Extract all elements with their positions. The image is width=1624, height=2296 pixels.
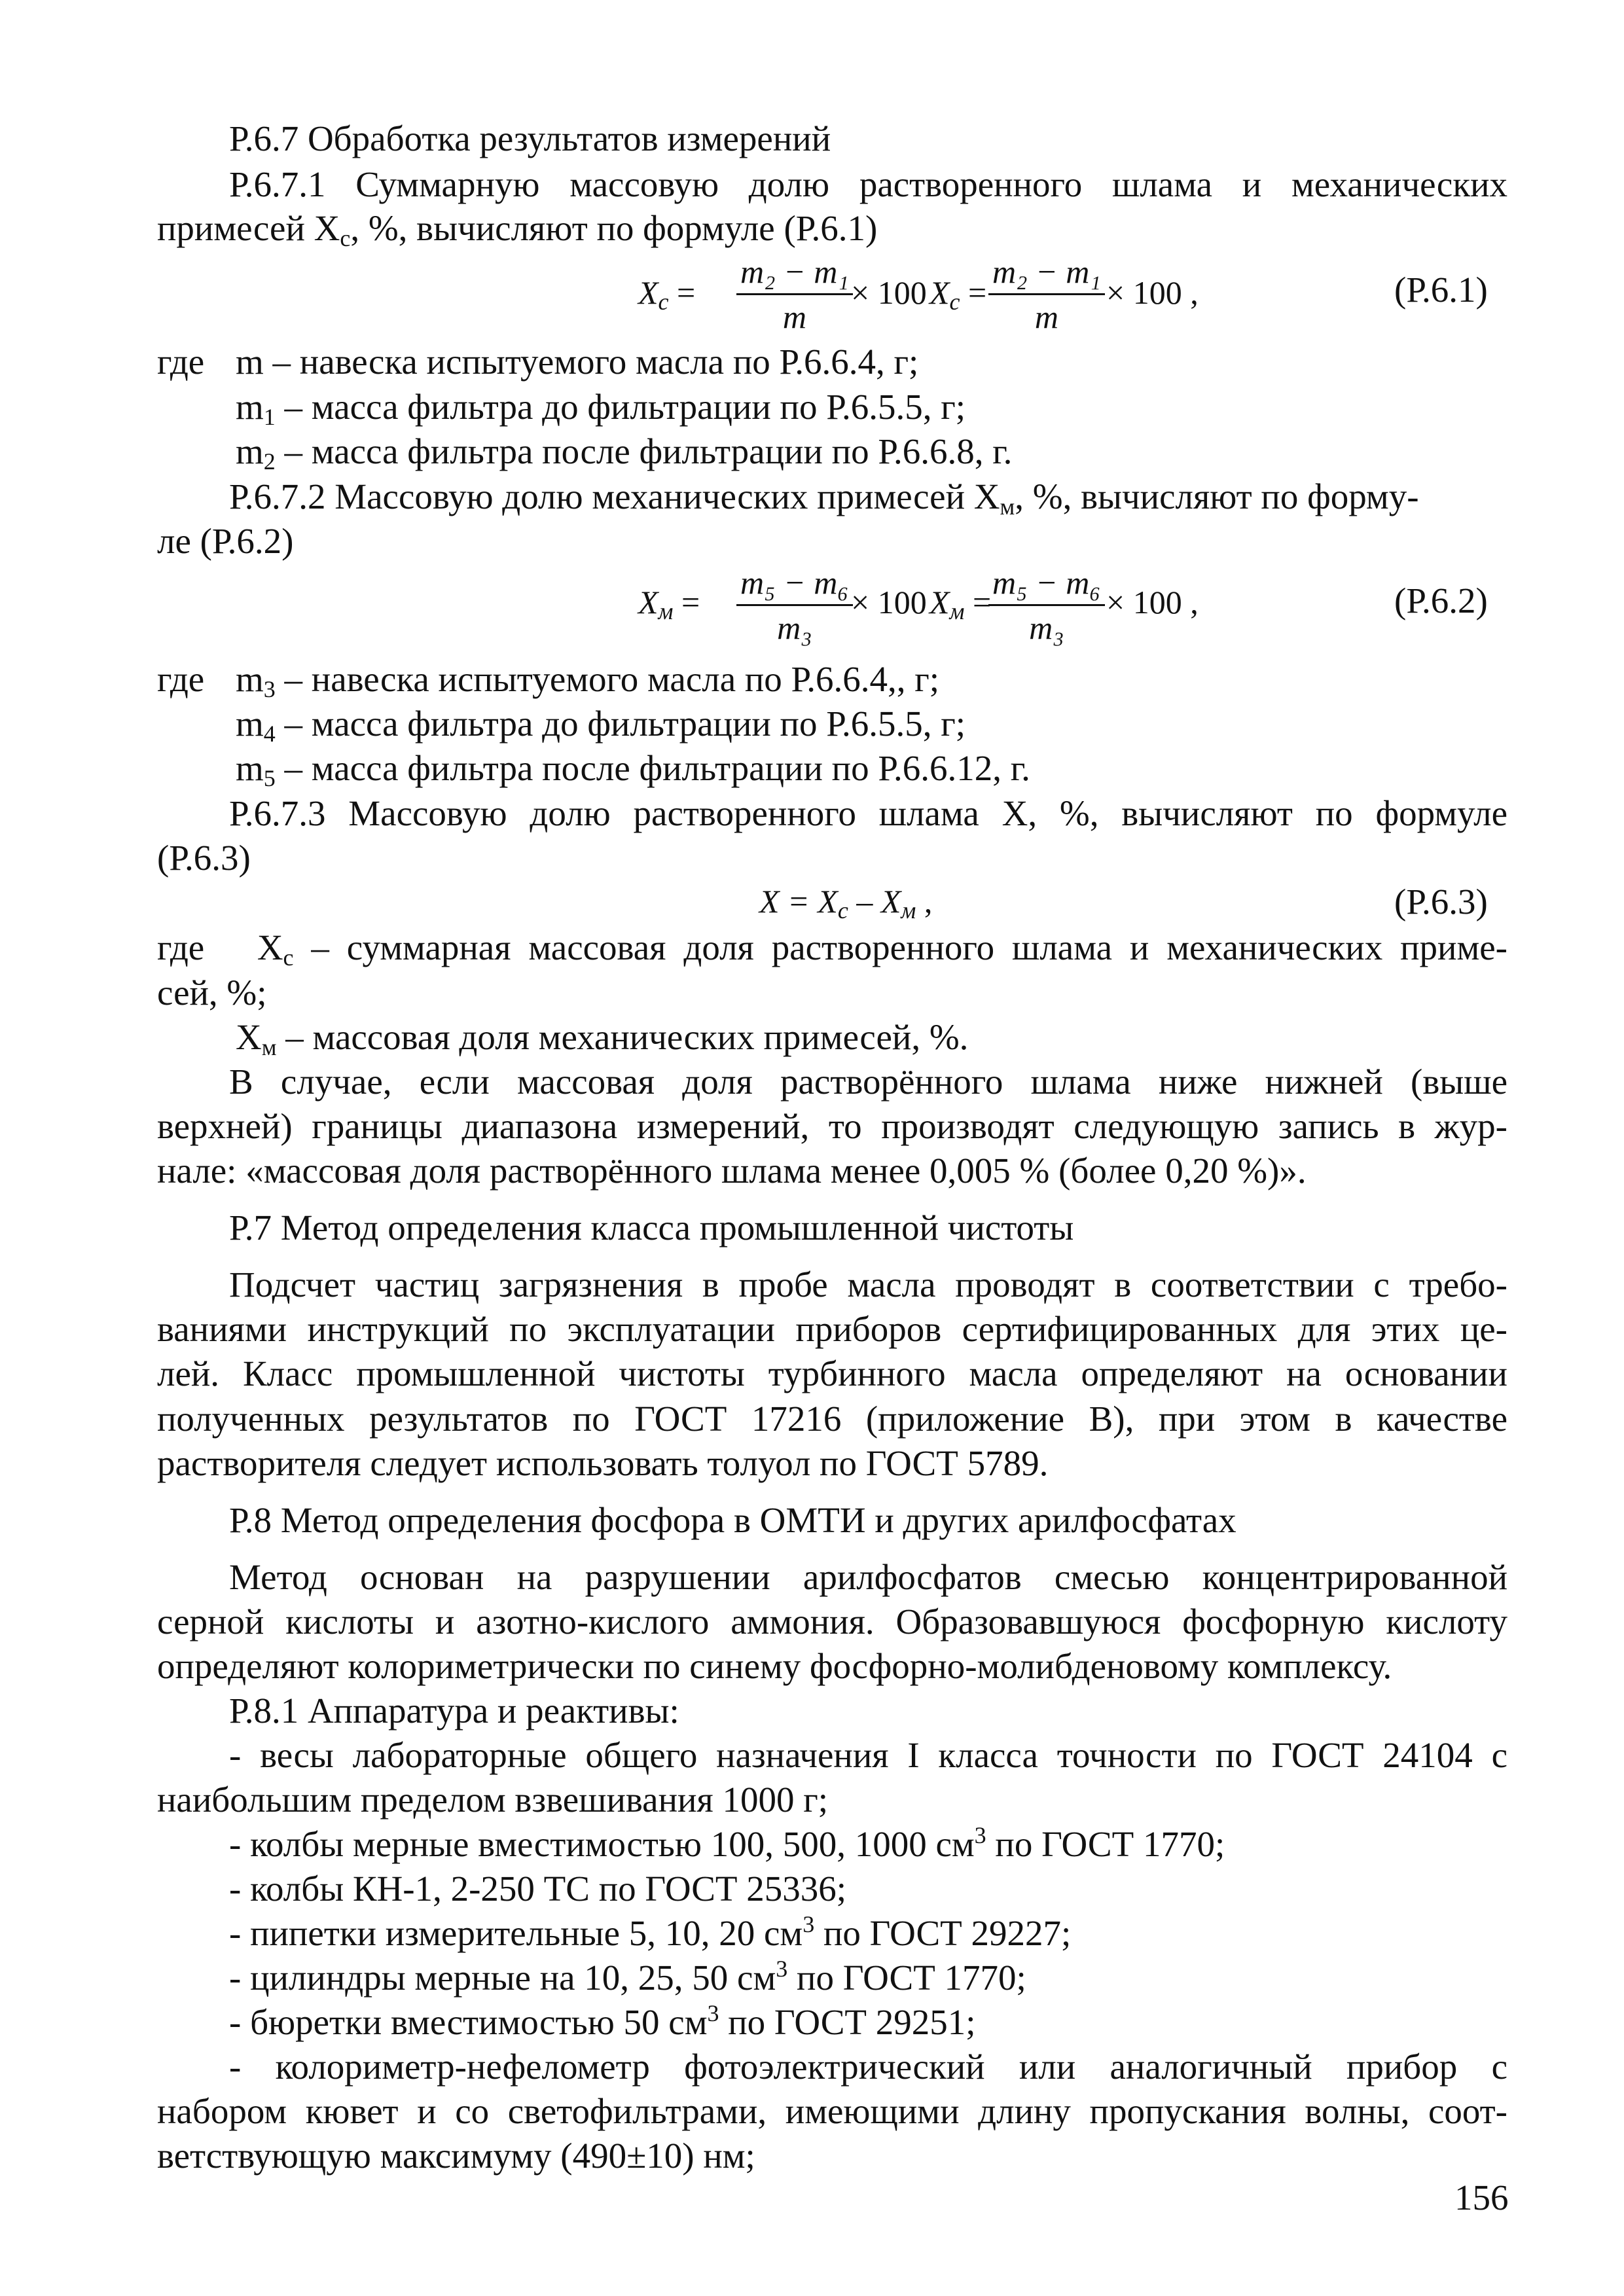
paragraph-line: В случае, если массовая доля растворённого шлама ниже нижней (выше xyxy=(229,1062,1507,1102)
where-line: где $X_с$ – суммарная массовая доля растворенного шлама и механических приме- xyxy=(157,927,1508,971)
paragraph-line: лей. Класс промышленной чистоты турбинного масла определяют на основании xyxy=(157,1354,1507,1393)
equation-number: (Р.6.1) xyxy=(1394,270,1488,310)
subheading-p81: Р.8.1 Аппаратура и реактивы: xyxy=(229,1691,679,1731)
paragraph-line: (Р.6.3) xyxy=(157,838,251,878)
paragraph-line: ваниями инструкций по эксплуатации приборов сертифицированных для этих це- xyxy=(157,1309,1507,1349)
list-item: - колбы мерные вместимостью 100, 500, 1000 $см^3$ по ГОСТ 1770; xyxy=(229,1822,1225,1864)
fraction: $\frac{\text{m₅ − m₆}}{\text{m₃}}$ xyxy=(736,566,853,644)
heading-p8: Р.8 Метод определения фосфора в ОМТИ и других арилфосфатах xyxy=(229,1500,1236,1540)
fraction: $\frac{\text{m₅ − m₆}}{\text{m₃}}$ xyxy=(988,566,1105,644)
where-line: $m_1$ – масса фильтра до фильтрации по Р.6.5.5, г; xyxy=(236,387,966,430)
paragraph-line: примесей $X_с$, %, вычисляют по формуле (Р.6.1) xyxy=(157,208,878,251)
where-line: сей, %; xyxy=(157,973,267,1013)
document-page: Р.6.7 Обработка результатов измерений Р.6.7.1 Суммарную массовую долю растворенного шлама и механических примесей $X_с$, %, вычисляют по формуле (Р.6.1) $X_c$ = $\frac{\text{m₂ − m₁}}{m}$ × 100 $X_c$ = $\frac{\text{m₂ − m₁}}{m}$ × 100 , (Р.6.1) где m – навеска испытуемого масла по Р.6.6.4, г; $m_1$ – масса фильтра до фильтрации по Р.6.5.5, г; $m_2$ – масса фильтра после фильтрации по Р.6.6.8, г. Р.6.7.2 Массовую долю механических примесей $X_м$, %, вычисляют по форму- ле (Р.6.2) $X_м$ = $\frac{\text{m₅ − m₆}}{\text{m₃}}$ × 100 $X_м$ = $\frac{\text{m₅ − m₆}}{\text{m₃}}$ × 100 , (Р.6.2) где $m_3$ – навеска испытуемого масла по Р.6.6.4,, г; $m_4$ – масса фильтра до фильтрации по Р.6.5.5, г; $m_5$ – масса фильтра после фильтрации по Р.6.6.12, г. Р.6.7.3 Массовую долю растворенного шлама X, %, вычисляют по формуле (Р.6.3) $X = X_c - X_м$ , (Р.6.3) где $X_с$ – суммарная массовая доля растворенного шлама и механических приме- сей, %; $X_м$ – массовая доля механических примесей, %. В случае, если массовая доля растворённого шлама ниже нижней (выше верхней) границы диапазона измерений, то производят следующую запись в жур- нале: «массовая доля растворённого шлама менее 0,005 % (более 0,20 %)». Р.7 Метод определения класса промышленной чистоты Подсчет частиц загрязнения в пробе масла проводят в соответствии с требо- ваниями инструкций по эксплуатации приборов сертифицированных для этих це- лей. Класс промышленной чистоты турбинного масла определяют на основании полученных результатов по ГОСТ 17216 (приложение В), при этом в качестве растворителя следует использовать толуол по ГОСТ 5789. Р.8 Метод определения фосфора в ОМТИ и других арилфосфатах Метод основан на разрушении арилфосфатов смесью концентрированной серной кислоты и азотно-кислого аммония. Образовавшуюся фосфорную кислоту определяют колориметрически по синему фосфорно-молибденовому комплексу. Р.8.1 Аппаратура и реактивы: - весы лабораторные общего назначения I класса точности по ГОСТ 24104 с наибольшим пределом взвешивания 1000 г; - колбы мерные вместимостью 100, 500, 1000 $см^3$ по ГОСТ 1770; - колбы КН-1, 2-250 ТС по ГОСТ 25336; - пипетки измерительные 5, 10, 20 $см^3$ по ГОСТ 29227; - цилиндры мерные на 10, 25, 50 $см^3$ по ГОСТ 1770; - бюретки вместимостью 50 $см^3$ по ГОСТ 29251; - колориметр-нефелометр фотоэлектрический или аналогичный прибор с набором кювет и со светофильтрами, имеющими длину пропускания волны, соот- ветствующую максимуму (490±10) нм; 156 xyxy=(157,118,1509,2217)
paragraph-line: ле (Р.6.2) xyxy=(157,521,294,561)
where-line: $m_4$ – масса фильтра до фильтрации по Р.6.5.5, г; xyxy=(236,704,966,747)
list-item: - цилиндры мерные на 10, 25, 50 $см^3$ по ГОСТ 1770; xyxy=(229,1956,1026,1998)
list-item: - весы лабораторные общего назначения I класса точности по ГОСТ 24104 с xyxy=(229,1735,1507,1775)
paragraph-line: определяют колориметрически по синему фосфорно-молибденовому комплексу. xyxy=(157,1646,1392,1686)
where-line: $m_2$ – масса фильтра после фильтрации по Р.6.6.8, г. xyxy=(236,431,1013,475)
paragraph-line: Р.6.7.3 Массовую долю растворенного шлама X, %, вычисляют по формуле xyxy=(229,793,1507,833)
paragraph-line: нале: «массовая доля растворённого шлама менее 0,005 % (более 0,20 %)». xyxy=(157,1151,1307,1191)
paragraph-line: полученных результатов по ГОСТ 17216 (приложение В), при этом в качестве xyxy=(157,1399,1507,1439)
where-line: $X_м$ – массовая доля механических примесей, %. xyxy=(236,1017,969,1060)
heading-p67: Р.6.7 Обработка результатов измерений xyxy=(229,118,831,158)
paragraph-line: Метод основан на разрушении арилфосфатов смесью концентрированной xyxy=(229,1557,1507,1597)
equation-number: (Р.6.2) xyxy=(1394,581,1488,620)
paragraph-line: Р.6.7.1 Суммарную массовую долю растворенного шлама и механических xyxy=(229,164,1507,204)
list-item: - бюретки вместимостью 50 $см^3$ по ГОСТ 29251; xyxy=(229,2000,976,2042)
equation-number: (Р.6.3) xyxy=(1394,882,1488,922)
paragraph-line: растворителя следует использовать толуол по ГОСТ 5789. xyxy=(157,1443,1049,1483)
where-line: $m_5$ – масса фильтра после фильтрации по Р.6.6.12, г. xyxy=(236,748,1030,791)
where-line: где $m_3$ – навеска испытуемого масла по Р.6.6.4,, г; xyxy=(157,659,940,702)
list-item: ветствующую максимуму (490±10) нм; xyxy=(157,2136,755,2176)
list-item: - колориметр-нефелометр фотоэлектрический или аналогичный прибор с xyxy=(229,2047,1507,2087)
list-item: набором кювет и со светофильтрами, имеющими длину пропускания волны, соот- xyxy=(157,2091,1507,2131)
fraction: $\frac{\text{m₂ − m₁}}{m}$ xyxy=(736,255,853,333)
list-item: наибольшим пределом взвешивания 1000 г; xyxy=(157,1780,829,1820)
paragraph-line: Подсчет частиц загрязнения в пробе масла проводят в соответствии с требо- xyxy=(229,1265,1507,1304)
paragraph-line: верхней) границы диапазона измерений, то производят следующую запись в жур- xyxy=(157,1106,1507,1146)
fraction: $\frac{\text{m₂ − m₁}}{m}$ xyxy=(988,255,1105,333)
list-item: - пипетки измерительные 5, 10, 20 $см^3$ по ГОСТ 29227; xyxy=(229,1911,1072,1953)
paragraph-line: серной кислоты и азотно-кислого аммония. Образовавшуюся фосфорную кислоту xyxy=(157,1602,1507,1641)
heading-p7: Р.7 Метод определения класса промышленной чистоты xyxy=(229,1208,1074,1247)
where-line: где m – навеска испытуемого масла по Р.6.6.4, г; xyxy=(157,342,919,382)
list-item: - колбы КН-1, 2-250 ТС по ГОСТ 25336; xyxy=(229,1869,847,1909)
paragraph-line: Р.6.7.2 Массовую долю механических примесей $X_м$, %, вычисляют по форму- xyxy=(229,476,1419,520)
page-number: 156 xyxy=(1454,2178,1509,2217)
